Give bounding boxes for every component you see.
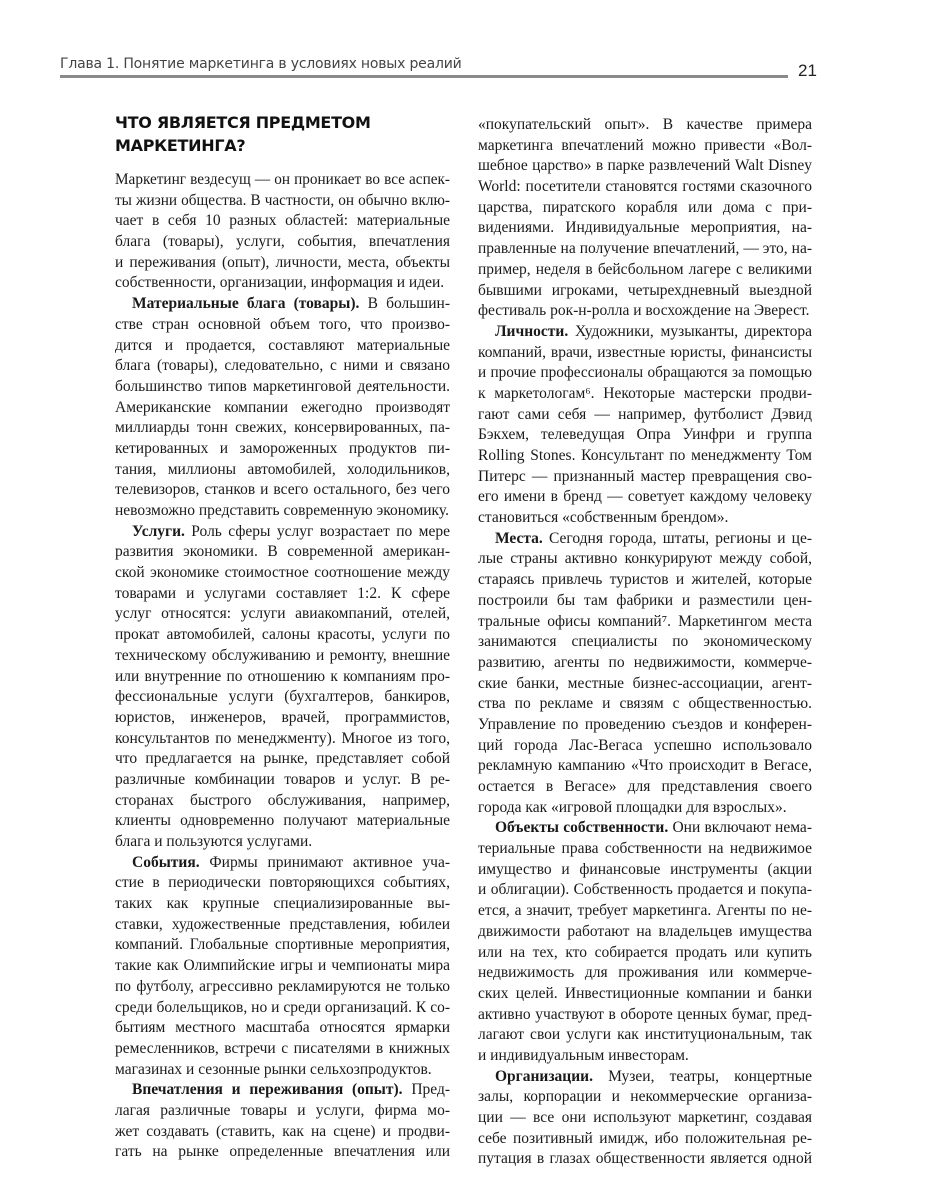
line-text: маркетинга впечатлений можно привести «Вол- bbox=[478, 136, 812, 154]
line-text: услуг относятся: услуги авиакомпаний, отелей, bbox=[115, 605, 450, 623]
line-text: тания, миллионы автомобилей, холодильников, bbox=[115, 460, 450, 478]
text-line bbox=[115, 977, 450, 998]
line-text: ских целей. Инвестиционные компании и банки bbox=[478, 984, 812, 1002]
text-line bbox=[478, 549, 812, 570]
line-text: ставки, художественные представления, юбилеи bbox=[115, 915, 450, 933]
run-in-heading: Организации. bbox=[495, 1067, 593, 1085]
line-text: занимаются специалисты по экономическому bbox=[478, 633, 812, 651]
line-text: Питерс — признанный мастер превращения сво- bbox=[478, 467, 812, 485]
line-text: Роль сферы услуг возрастает по мере bbox=[184, 522, 450, 540]
line-text: ской экономике стоимостное соотношение между bbox=[115, 564, 450, 582]
text-line bbox=[115, 460, 450, 481]
text-line bbox=[115, 211, 450, 232]
text-line bbox=[478, 901, 812, 922]
text-line bbox=[115, 253, 450, 274]
line-text: стве стран основной объем того, что произво- bbox=[115, 315, 450, 333]
line-text: залы, корпорации и некоммерческие организа- bbox=[478, 1088, 812, 1106]
text-line bbox=[478, 736, 812, 757]
line-text: Маркетинг вездесущ — он проникает во все аспек- bbox=[115, 171, 450, 188]
line-text: «покупательский опыт». В качестве примера bbox=[478, 116, 812, 133]
text-line bbox=[478, 880, 812, 901]
line-text: такие как Олимпийские игры и чемпионаты мира bbox=[115, 957, 450, 975]
text-line bbox=[478, 632, 812, 653]
text-line bbox=[478, 260, 812, 281]
line-text: дится и продается, составляют материальные bbox=[115, 336, 450, 354]
text-line bbox=[478, 1087, 812, 1108]
line-text: правленные на получение впечатлений, — это, на- bbox=[478, 240, 812, 258]
line-text: ций города Лас-Вегаса успешно использовало bbox=[478, 736, 812, 754]
line-text: развития экономики. В современной американ- bbox=[115, 543, 450, 561]
line-text: его имени в бренд — советует каждому человеку bbox=[478, 488, 812, 506]
text-line bbox=[478, 1046, 812, 1067]
text-line bbox=[115, 687, 450, 708]
line-text: видениями. Индивидуальные мероприятия, на- bbox=[478, 219, 812, 237]
text-line bbox=[115, 749, 450, 770]
line-text: чает в себя 10 разных областей: материальные bbox=[115, 212, 450, 230]
line-text: большинство типов маркетинговой деятельности. bbox=[115, 377, 450, 395]
run-in-heading: Материальные блага (товары). bbox=[132, 295, 360, 313]
line-text: Фирмы принимают активное уча- bbox=[199, 853, 450, 871]
line-text: телевизоров, станков и всего остального, без чего bbox=[115, 481, 450, 499]
line-text: путация в глазах общественности является одной bbox=[478, 1150, 812, 1168]
text-line bbox=[478, 591, 812, 612]
text-line bbox=[478, 487, 812, 508]
text-line bbox=[115, 935, 450, 956]
text-line bbox=[115, 542, 450, 563]
line-text: териальные права собственности на недвижимое bbox=[478, 840, 812, 858]
text-line bbox=[478, 756, 812, 777]
line-text: Rolling Stones. Консультант по менеджменту Том bbox=[478, 447, 812, 464]
text-line bbox=[115, 418, 450, 439]
line-text: и облигации). Собственность продается и покупа- bbox=[478, 881, 812, 899]
text-line bbox=[478, 529, 812, 550]
text-line bbox=[115, 1080, 450, 1101]
line-text: невозможно представить современную экономику. bbox=[115, 502, 449, 519]
line-text: блага (товары), следовательно, с ними и связано bbox=[115, 357, 450, 375]
text-line bbox=[478, 405, 812, 426]
text-line bbox=[478, 777, 812, 798]
line-text: гают сами себя — например, футболист Дэвид bbox=[478, 405, 812, 423]
line-text: остается в Вегасе» для представления своего bbox=[478, 778, 812, 795]
text-line bbox=[115, 646, 450, 667]
line-text: лагают свои услуги как институциональным, так bbox=[478, 1026, 812, 1044]
line-text: блага (товары), услуги, события, впечатления bbox=[115, 233, 450, 251]
text-line bbox=[115, 584, 450, 605]
line-text: юристов, инженеров, врачей, программистов, bbox=[115, 708, 450, 726]
line-text: себе позитивный имидж, ибо положительная ре- bbox=[478, 1129, 812, 1147]
line-text: ты жизни общества. В частности, он обычно вклю- bbox=[115, 191, 450, 209]
line-text: пример, неделя в бейсбольном лагере с великими bbox=[478, 260, 812, 278]
text-line bbox=[478, 798, 812, 819]
text-line bbox=[115, 998, 450, 1019]
text-line bbox=[115, 729, 450, 750]
run-in-heading: Объекты собственности. bbox=[495, 819, 669, 837]
text-line bbox=[478, 1067, 812, 1088]
line-text: и индивидуальным инвесторам. bbox=[478, 1046, 689, 1064]
line-text: жет создавать (ставить, как на сцене) и продви- bbox=[115, 1122, 450, 1140]
text-line bbox=[115, 915, 450, 936]
text-line bbox=[115, 708, 450, 729]
line-text: развитию, агенты по недвижимости, коммерче- bbox=[478, 653, 812, 671]
line-text: прокат автомобилей, салоны красоты, услуги по bbox=[115, 626, 450, 644]
text-line bbox=[115, 439, 450, 460]
line-text: различные комбинации товаров и услуг. В ре- bbox=[115, 770, 450, 788]
line-text: ется, а значит, требует маркетинга. Агенты по не- bbox=[478, 902, 812, 920]
text-line bbox=[115, 1060, 450, 1081]
line-text: по футболу, агрессивно рекламируются не только bbox=[115, 977, 450, 995]
line-text: Они включают нема- bbox=[668, 819, 812, 837]
text-line bbox=[115, 625, 450, 646]
text-line bbox=[478, 860, 812, 881]
line-text: фестиваль рок-н-ролла и восхождение на Эверест. bbox=[478, 302, 810, 320]
text-line bbox=[478, 446, 812, 467]
text-line bbox=[478, 715, 812, 736]
line-text: ские банки, местные бизнес-ассоциации, агент- bbox=[478, 674, 812, 692]
text-line bbox=[478, 115, 812, 136]
text-line bbox=[478, 467, 812, 488]
text-line bbox=[478, 984, 812, 1005]
text-line bbox=[115, 1039, 450, 1060]
line-text: лагая различные товары и услуги, фирма мо- bbox=[115, 1101, 450, 1119]
text-line bbox=[478, 1025, 812, 1046]
text-line bbox=[478, 612, 812, 633]
run-in-heading: События. bbox=[132, 853, 200, 871]
line-text: собственности, организации, информация и идеи. bbox=[115, 274, 445, 292]
line-text: Музеи, театры, концертные bbox=[592, 1067, 812, 1085]
text-line bbox=[478, 322, 812, 343]
text-line bbox=[115, 398, 450, 419]
page-number: 21 bbox=[798, 61, 817, 80]
line-text: World: посетители становятся гостями сказочного bbox=[478, 178, 812, 196]
left-column bbox=[115, 170, 450, 1163]
run-in-heading: Впечатления и переживания (опыт). bbox=[132, 1081, 403, 1099]
text-line bbox=[115, 232, 450, 253]
line-text: шебное царство» в парке развлечений Walt Disney bbox=[478, 157, 812, 175]
line-text: среди болельщиков, но и среди организаций. К со- bbox=[115, 998, 450, 1016]
text-line bbox=[115, 273, 450, 294]
line-text: Художники, музыканты, директора bbox=[568, 322, 812, 340]
line-text: ремесленников, встречи с писателями в книжных bbox=[115, 1039, 450, 1057]
line-text: Бэкхем, телеведущая Опра Уинфри и группа bbox=[478, 426, 812, 444]
line-text: Пред- bbox=[402, 1081, 450, 1099]
text-line bbox=[478, 239, 812, 260]
section-heading-line: МАРКЕТИНГА? bbox=[115, 136, 246, 155]
text-line bbox=[478, 343, 812, 364]
text-line bbox=[478, 1149, 812, 1170]
text-line bbox=[115, 315, 450, 336]
line-text: бывшими игроками, четырехдневный выездной bbox=[478, 281, 812, 299]
line-text: или на тех, кто собирается продать или купить bbox=[478, 943, 812, 961]
text-line bbox=[478, 218, 812, 239]
text-line bbox=[115, 770, 450, 791]
text-line bbox=[115, 894, 450, 915]
text-line bbox=[478, 363, 812, 384]
line-text: В большин- bbox=[359, 295, 450, 313]
text-line bbox=[115, 563, 450, 584]
line-text: города как «игровой площадки для взрослых». bbox=[478, 798, 787, 816]
line-text: Сегодня города, штаты, регионы и це- bbox=[542, 529, 812, 547]
text-line bbox=[115, 1018, 450, 1039]
text-line bbox=[478, 301, 812, 322]
text-line bbox=[115, 191, 450, 212]
line-text: и прочие профессионалы обращаются за помощью bbox=[478, 364, 812, 382]
text-line bbox=[115, 294, 450, 315]
text-line bbox=[478, 156, 812, 177]
line-text: стие в периодически повторяющихся событиях, bbox=[115, 874, 450, 892]
line-text: недвижимость для проживания или коммерче- bbox=[478, 964, 812, 982]
text-line bbox=[115, 853, 450, 874]
line-text: кетированных и замороженных продуктов пи- bbox=[115, 439, 450, 457]
line-text: клиенты одновременно получают материальные bbox=[115, 812, 450, 830]
text-line bbox=[478, 508, 812, 529]
text-line bbox=[115, 377, 450, 398]
text-line bbox=[478, 839, 812, 860]
line-text: компаний. Глобальные спортивные мероприятия, bbox=[115, 936, 450, 954]
line-text: Американские компании ежегодно производят bbox=[115, 398, 450, 416]
text-line bbox=[478, 570, 812, 591]
right-column bbox=[478, 115, 812, 1170]
text-line bbox=[478, 1129, 812, 1150]
text-line bbox=[115, 956, 450, 977]
text-line bbox=[478, 943, 812, 964]
text-line bbox=[478, 1005, 812, 1026]
text-line bbox=[478, 136, 812, 157]
text-line bbox=[115, 522, 450, 543]
line-text: тральные офисы компаний⁷. Маркетингом места bbox=[478, 612, 812, 630]
line-text: техническому обслуживанию и ремонту, внешние bbox=[115, 646, 450, 664]
text-line bbox=[115, 811, 450, 832]
text-line bbox=[115, 1101, 450, 1122]
line-text: что предлагается на рынке, представляет собой bbox=[115, 750, 450, 768]
run-in-heading: Личности. bbox=[495, 322, 569, 340]
line-text: рекламную кампанию «Что происходит в Вегасе, bbox=[478, 757, 812, 775]
line-text: к маркетологам⁶. Некоторые мастерски продви- bbox=[478, 384, 812, 402]
text-line bbox=[478, 198, 812, 219]
text-line bbox=[478, 1108, 812, 1129]
text-line bbox=[478, 674, 812, 695]
line-text: бытиям местного масштаба относятся ярмарки bbox=[115, 1019, 450, 1037]
text-line bbox=[115, 667, 450, 688]
text-line bbox=[115, 336, 450, 357]
text-line bbox=[115, 1142, 450, 1163]
line-text: ции — все они используют маркетинг, создавая bbox=[478, 1109, 812, 1126]
line-text: магазинах и сезонные рынки сельхозпродуктов. bbox=[115, 1060, 432, 1078]
line-text: таких как крупные специализированные вы- bbox=[115, 895, 450, 913]
line-text: или внутренние по отношению к компаниям про- bbox=[115, 667, 450, 685]
line-text: сторанах быстрого обслуживания, например, bbox=[115, 791, 450, 809]
line-text: товарами и услугами составляет 1:2. К сфере bbox=[115, 584, 450, 602]
text-line bbox=[478, 384, 812, 405]
section-heading bbox=[115, 111, 371, 157]
run-in-heading: Услуги. bbox=[132, 522, 185, 540]
section-heading-line: ЧТО ЯВЛЯЕТСЯ ПРЕДМЕТОМ bbox=[115, 113, 371, 132]
line-text: имущество и финансовые инструменты (акции bbox=[478, 860, 812, 878]
line-text: ства по рекламе и связям с общественностью. bbox=[478, 695, 812, 713]
line-text: царства, пиратского корабля или дома с при- bbox=[478, 198, 812, 216]
run-in-heading: Места. bbox=[495, 529, 543, 547]
text-line bbox=[478, 653, 812, 674]
line-text: миллиарды тонн свежих, консервированных, па- bbox=[115, 419, 450, 437]
text-line bbox=[478, 818, 812, 839]
line-text: построили бы там фабрики и разместили цен- bbox=[478, 591, 812, 609]
text-line bbox=[115, 832, 450, 853]
line-text: компаний, врачи, известные юристы, финансисты bbox=[478, 343, 812, 361]
text-line bbox=[478, 281, 812, 302]
line-text: и переживания (опыт), личности, места, объекты bbox=[115, 253, 450, 271]
text-line bbox=[115, 873, 450, 894]
line-text: гать на рынке определенные впечатления или bbox=[115, 1143, 450, 1161]
line-text: консультантов по менеджменту). Многое из того, bbox=[115, 729, 450, 747]
line-text: движимости работают на владельцев имущества bbox=[478, 922, 812, 940]
text-line bbox=[115, 170, 450, 191]
line-text: блага и пользуются услугами. bbox=[115, 833, 313, 850]
text-line bbox=[115, 1122, 450, 1143]
line-text: фессиональные услуги (бухгалтеров, банкиров, bbox=[115, 688, 450, 706]
running-head: Глава 1. Понятие маркетинга в условиях новых реалий bbox=[60, 56, 462, 72]
header-rule bbox=[60, 75, 788, 78]
line-text: активно участвуют в обороте ценных бумаг, пред- bbox=[478, 1005, 812, 1023]
text-line bbox=[478, 963, 812, 984]
text-line bbox=[115, 480, 450, 501]
text-line bbox=[478, 694, 812, 715]
text-line bbox=[115, 356, 450, 377]
text-line bbox=[478, 922, 812, 943]
text-line bbox=[115, 604, 450, 625]
text-line bbox=[478, 177, 812, 198]
text-line bbox=[115, 501, 450, 522]
line-text: лые страны активно конкурируют между собой, bbox=[478, 550, 812, 568]
line-text: Управление по проведению съездов и конферен- bbox=[478, 715, 812, 733]
line-text: становиться «собственным брендом». bbox=[478, 509, 729, 527]
line-text: стараясь привлечь туристов и жителей, которые bbox=[478, 571, 812, 589]
text-line bbox=[115, 791, 450, 812]
text-line bbox=[478, 425, 812, 446]
